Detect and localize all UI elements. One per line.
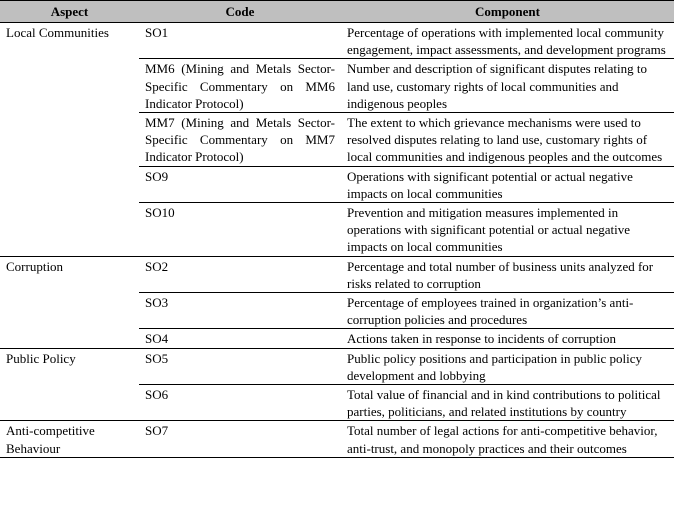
table-row	[0, 59, 674, 113]
header-code: Code	[139, 1, 341, 23]
code-cell: SO5	[139, 348, 341, 384]
aspect-cell	[0, 113, 139, 167]
header-row	[0, 1, 674, 23]
aspect-cell: Corruption	[0, 256, 139, 292]
aspect-cell	[0, 203, 139, 257]
code-cell: SO7	[139, 421, 341, 457]
component-cell: Actions taken in response to incidents of corruption	[341, 329, 674, 348]
table-row	[0, 23, 674, 59]
header-component: Component	[341, 1, 674, 23]
component-cell: Percentage of employees trained in organization’s anti-corruption policies and procedures	[341, 293, 674, 329]
table-row	[0, 293, 674, 329]
component-cell: The extent to which grievance mechanisms were used to resolved disputes relating to land use, customary rights of local communities and indigenous peoples and the outcomes	[341, 113, 674, 167]
code-cell: SO10	[139, 203, 341, 257]
header-aspect: Aspect	[0, 1, 139, 23]
aspect-cell	[0, 293, 139, 329]
code-cell: SO4	[139, 329, 341, 348]
table-row	[0, 166, 674, 202]
code-cell: MM6 (Mining and Metals Sector-Specific Commentary on MM6 Indicator Protocol)	[139, 59, 341, 113]
component-cell: Number and description of significant disputes relating to land use, customary rights of local communities and indigenous peoples	[341, 59, 674, 113]
code-cell: SO3	[139, 293, 341, 329]
aspect-cell	[0, 166, 139, 202]
component-cell: Total number of legal actions for anti-competitive behavior, anti-trust, and monopoly practices and their outcomes	[341, 421, 674, 457]
table-row	[0, 385, 674, 421]
aspect-cell	[0, 59, 139, 113]
table-row	[0, 113, 674, 167]
table-row	[0, 203, 674, 257]
aspect-cell: Anti-competitive Behaviour	[0, 421, 139, 457]
aspect-cell	[0, 385, 139, 421]
table-row	[0, 421, 674, 457]
aspect-cell: Public Policy	[0, 348, 139, 384]
table-row	[0, 348, 674, 384]
aspect-cell: Local Communities	[0, 23, 139, 59]
component-cell: Operations with significant potential or actual negative impacts on local communities	[341, 166, 674, 202]
table-body	[0, 23, 674, 458]
component-cell: Prevention and mitigation measures implemented in operations with significant potential or actual negative impacts on local communities	[341, 203, 674, 257]
aspect-cell	[0, 329, 139, 348]
component-cell: Public policy positions and participation in public policy development and lobbying	[341, 348, 674, 384]
code-cell: SO9	[139, 166, 341, 202]
code-cell: SO1	[139, 23, 341, 59]
code-cell: MM7 (Mining and Metals Sector-Specific Commentary on MM7 Indicator Protocol)	[139, 113, 341, 167]
table-row	[0, 256, 674, 292]
component-cell: Percentage of operations with implemented local community engagement, impact assessments, and development programs	[341, 23, 674, 59]
component-cell: Percentage and total number of business units analyzed for risks related to corruption	[341, 256, 674, 292]
component-cell: Total value of financial and in kind contributions to political parties, politicians, and related institutions by country	[341, 385, 674, 421]
code-cell: SO2	[139, 256, 341, 292]
code-cell: SO6	[139, 385, 341, 421]
table-row	[0, 329, 674, 348]
